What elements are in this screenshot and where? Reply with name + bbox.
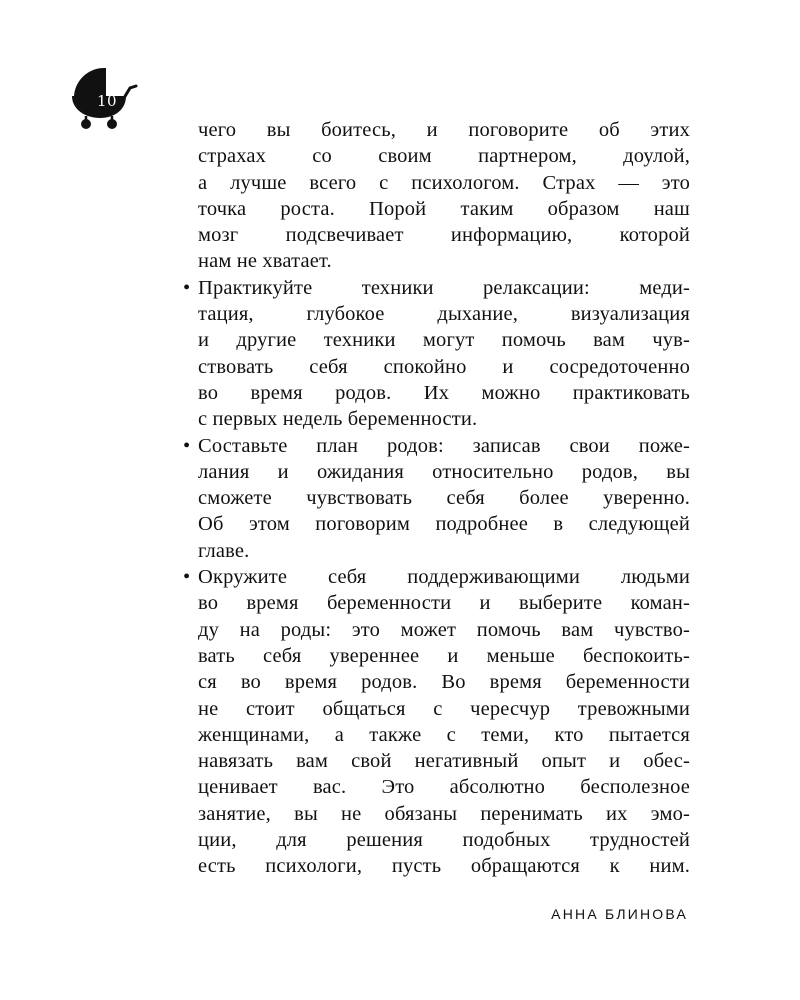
body-text: [183, 117, 690, 880]
text-line: главе.: [198, 539, 250, 562]
bullet-mark: •: [183, 566, 191, 589]
text-line: ценивает вас. Это абсолютно бесполезное: [198, 776, 690, 799]
text-line: мозг подсвечивает информацию, которой: [198, 224, 690, 247]
text-line: сможете чувствовать себя более уверенно.: [198, 487, 690, 510]
text-line: есть психологи, пусть обращаются к ним.: [198, 855, 690, 878]
text-line: во время беременности и выберите коман-: [198, 592, 690, 615]
text-line: ду на роды: это может помочь вам чувство-: [198, 618, 690, 641]
text-line: чего вы боитесь, и поговорите об этих: [198, 119, 690, 141]
bullet-item-birth-plan: [183, 433, 690, 564]
text-line: женщинами, а также с теми, кто пытается: [198, 723, 690, 746]
text-line: страхах со своим партнером, доулой,: [198, 145, 690, 168]
bullet-item-support: [183, 564, 690, 880]
text-line: Практикуйте техники релаксации: меди-: [198, 276, 690, 299]
text-line: Об этом поговорим подробнее в следующей: [198, 513, 690, 536]
text-line: точка роста. Порой таким образом наш: [198, 197, 690, 220]
text-line: не стоит общаться с чересчур тревожными: [198, 697, 690, 720]
text-line: во время родов. Их можно практиковать: [198, 381, 690, 404]
text-line: ствовать себя спокойно и сосредоточенно: [198, 355, 690, 378]
bullet-mark: •: [183, 434, 191, 457]
text-line: лания и ожидания относительно родов, вы: [198, 460, 690, 483]
text-line: Окружите себя поддерживающими людьми: [198, 566, 690, 589]
intro-paragraph: [198, 117, 690, 275]
text-line: тация, глубокое дыхание, визуализация: [198, 303, 690, 326]
text-line: ции, для решения подобных трудностей: [198, 829, 690, 852]
text-line: нам не хватает.: [198, 250, 332, 273]
page-number: 10: [96, 92, 118, 110]
bullet-item-relaxation: [183, 275, 690, 433]
text-line: Составьте план родов: записав свои поже-: [198, 434, 690, 457]
bullet-mark: •: [183, 276, 191, 299]
text-line: вать себя увереннее и меньше беспокоить-: [198, 644, 690, 667]
text-line: и другие техники могут помочь вам чув-: [198, 329, 690, 352]
text-line: ся во время родов. Во время беременности: [198, 671, 690, 694]
text-line: а лучше всего с психологом. Страх — это: [198, 171, 690, 194]
text-line: занятие, вы не обязаны перенимать их эмо-: [198, 802, 690, 825]
text-line: навязать вам свой негативный опыт и обес-: [198, 750, 690, 773]
text-line: с первых недель беременности.: [198, 408, 478, 431]
running-footer-author: АННА БЛИНОВА: [551, 906, 688, 922]
